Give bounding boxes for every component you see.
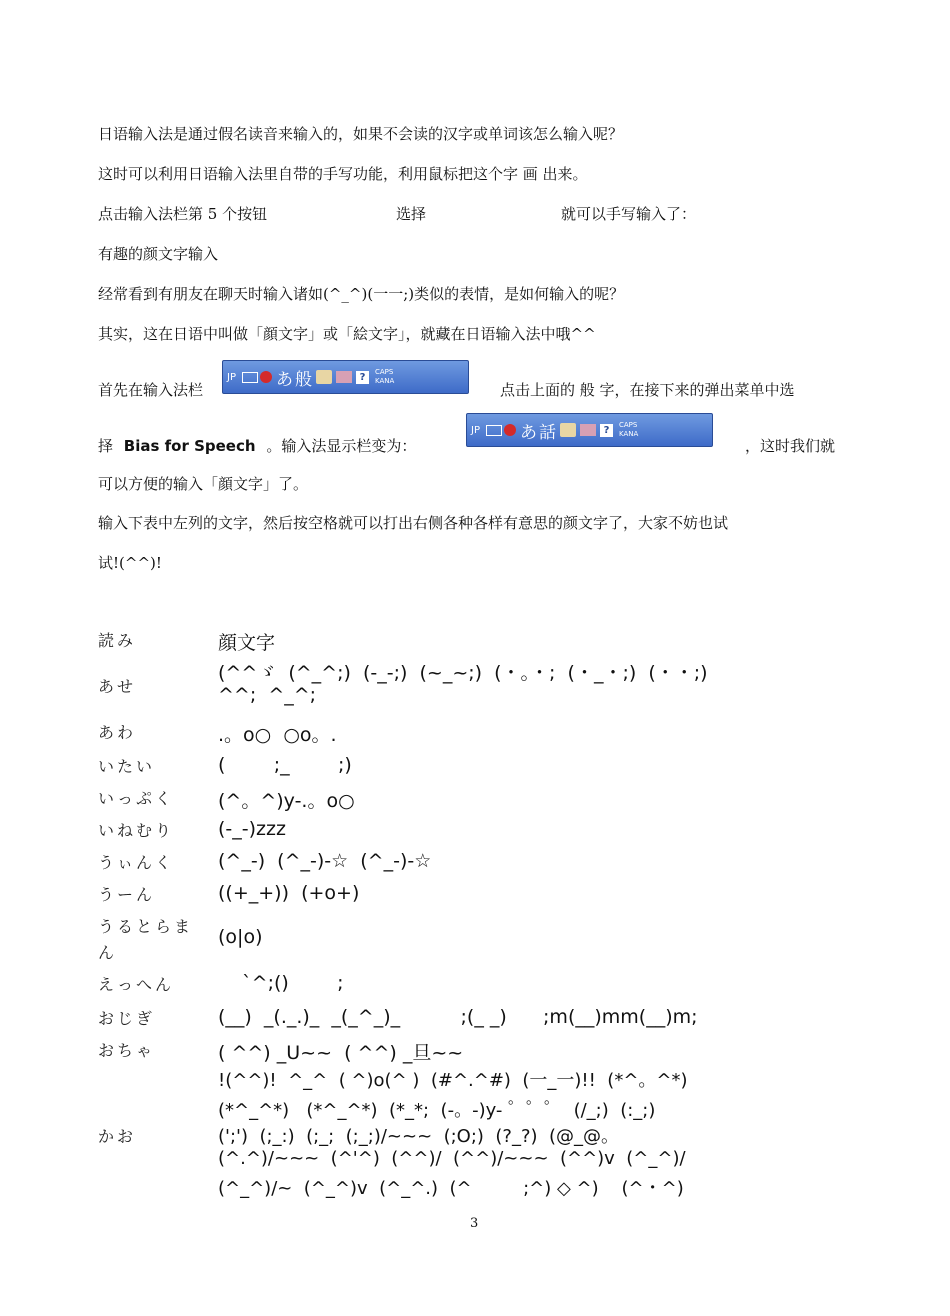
paragraph-5: 经常看到有朋友在聊天时输入诸如(^_^)(一一;)类似的表情，是如何输入的呢？ xyxy=(98,285,625,303)
paragraph-4: 有趣的颜文字输入 xyxy=(98,245,219,263)
kao-cell: (';') (;_:) (;_; (;_;)/~~~ (;O;) (?_?) (@_@。 xyxy=(218,1126,619,1147)
caps-kana-indicator xyxy=(619,421,638,439)
jp-icon: JP xyxy=(227,371,236,383)
paragraph-9: 可以方便的输入「顔文字」了。 xyxy=(98,475,309,493)
caps-kana-indicator xyxy=(375,368,394,386)
yomi-cell: うーん xyxy=(98,885,156,904)
kao-cell: ( ^^) _U~~ ( ^^) _旦~~ xyxy=(218,1042,464,1064)
kao-cell: (^。^)y-.。o○ xyxy=(218,790,355,812)
kao-cell: ^^; ^_^; xyxy=(218,684,317,706)
kao-cell: !(^^)! ^_^ ( ^)o(^ ) (#^.^#) (一_一)!! (*^。^*) xyxy=(218,1070,688,1091)
kao-cell: (^^ゞ (^_^;) (-_-;) (~_~;) (・。・; (・_・;) (・・;) xyxy=(218,662,708,684)
page-number: 3 xyxy=(470,1216,479,1231)
jp-icon: JP xyxy=(471,424,480,436)
paragraph-3-part-c: 就可以手写输入了： xyxy=(561,205,697,223)
conversion-mode-icon: 般 xyxy=(294,369,312,390)
caps-label: CAPS xyxy=(618,421,638,429)
handwriting-icon xyxy=(260,371,272,383)
dictionary-icon xyxy=(560,423,576,437)
ime-toolbar-general xyxy=(222,360,469,394)
kao-cell: ((+_+)) (+o+) xyxy=(218,882,360,904)
paragraph-6: 其实，这在日语中叫做「顔文字」或「絵文字」，就藏在日语输入法中哦^^ xyxy=(98,325,596,343)
bias-for-speech-text: Bias for Speech xyxy=(123,437,256,455)
paragraph-11: 试!(^^)! xyxy=(98,554,162,572)
kao-cell: (^_^)/~ (^_^)v (^_^.) (^ ;^) ◇ ^) (^・^) xyxy=(218,1178,684,1199)
kao-cell: (__) _(._.)_ _(_^_)_ ;(_ _) ;m(__)mm(__)m; xyxy=(218,1006,698,1028)
help-icon: ? xyxy=(600,424,613,437)
help-icon: ? xyxy=(356,371,369,384)
kao-cell: (^.^)/~~~ (^'^) (^^)/ (^^)/~~~ (^^)v (^_^)/ xyxy=(218,1148,686,1169)
paragraph-3 xyxy=(98,204,697,224)
yomi-cell: いたい xyxy=(98,757,156,776)
yomi-cell: いっぷく xyxy=(98,789,175,808)
paragraph-8-part-a: 择 xyxy=(98,437,114,455)
paragraph-10: 输入下表中左列的文字，然后按空格就可以打出右侧各种各样有意思的颜文字了，大家不妨也试 xyxy=(98,514,729,532)
kao-cell: (^_-) (^_-)-☆ (^_-)-☆ xyxy=(218,850,432,872)
ime-toolbar-speech xyxy=(466,413,713,447)
paragraph-8-part-d: ，这时我们就 xyxy=(745,437,836,455)
kana-label: KANA xyxy=(374,377,395,385)
yomi-cell: おじぎ xyxy=(98,1009,156,1028)
paragraph-3-part-a: 点击输入法栏第 5 个按钮 xyxy=(98,205,268,223)
kao-cell: (-_-)zzz xyxy=(218,818,286,840)
paragraph-8-part-c: 。输入法显示栏变为： xyxy=(266,437,417,455)
caps-label: CAPS xyxy=(374,368,394,376)
keyboard-icon xyxy=(486,425,502,436)
paragraph-7-part-a: 首先在输入法栏 xyxy=(98,381,204,399)
yomi-cell: おちゃ xyxy=(98,1041,156,1060)
kana-label: KANA xyxy=(618,430,639,438)
conversion-mode-icon: 話 xyxy=(538,422,556,443)
keyboard-icon xyxy=(242,372,258,383)
header-kao: 顔文字 xyxy=(218,632,276,654)
paragraph-8 xyxy=(98,436,416,456)
yomi-cell: いねむり xyxy=(98,821,175,840)
toolbox-icon xyxy=(336,371,352,383)
kao-cell: (*^_^*) (*^_^*) (*_*; (-。-)y- ゜゜゜ (/_;) (:_;) xyxy=(218,1100,656,1121)
header-yomi: 読み xyxy=(98,631,137,650)
hiragana-mode-icon: あ xyxy=(519,422,537,443)
yomi-cell: あわ xyxy=(98,723,137,742)
dictionary-icon xyxy=(316,370,332,384)
yomi-cell: えっへん xyxy=(98,975,175,994)
kao-cell: ˋ^;() ; xyxy=(218,972,344,994)
paragraph-1: 日语输入法是通过假名读音来输入的，如果不会读的汉字或单词该怎么输入呢？ xyxy=(98,125,624,143)
yomi-cell: うるとらまん xyxy=(98,917,194,962)
toolbox-icon xyxy=(580,424,596,436)
yomi-cell: かお xyxy=(98,1127,137,1146)
paragraph-7-part-b: 点击上面的 般 字，在接下来的弹出菜单中选 xyxy=(500,381,795,399)
paragraph-3-part-b: 选择 xyxy=(396,205,427,223)
kao-cell: ( ;_ ;) xyxy=(218,754,352,776)
kao-cell: (o|o) xyxy=(218,926,263,948)
yomi-cell: あせ xyxy=(98,677,137,696)
paragraph-2: 这时可以利用日语输入法里自带的手写功能，利用鼠标把这个字 画 出来。 xyxy=(98,165,588,183)
yomi-cell: うぃんく xyxy=(98,853,175,872)
hiragana-mode-icon: あ xyxy=(275,369,293,390)
handwriting-icon xyxy=(504,424,516,436)
kao-cell: .。o○ ○o。. xyxy=(218,724,337,746)
